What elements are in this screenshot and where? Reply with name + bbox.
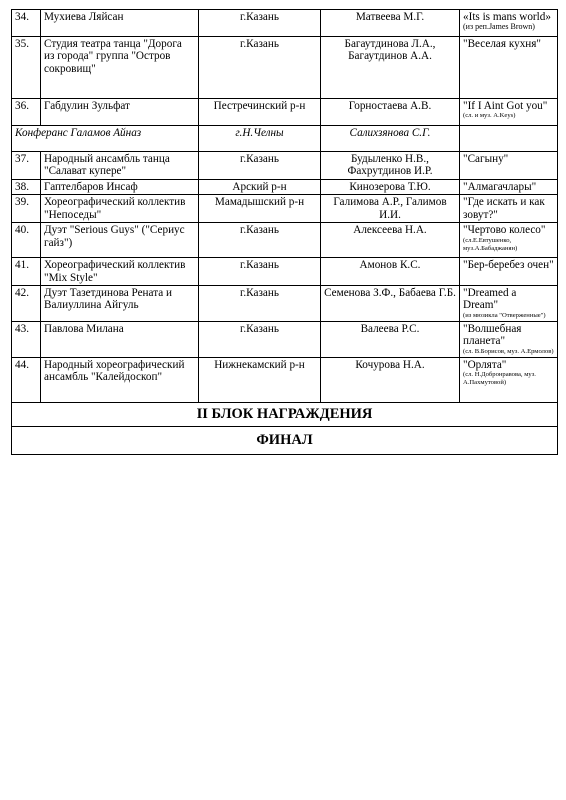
song-title: "Где искать и как зовут?" bbox=[463, 196, 545, 221]
table-row bbox=[12, 179, 558, 194]
row-number: 39. bbox=[12, 195, 41, 223]
row-number: 35. bbox=[12, 37, 41, 99]
host-empty-cell bbox=[460, 126, 558, 152]
row-number: 36. bbox=[12, 99, 41, 126]
performance-cell bbox=[460, 152, 558, 180]
participant-name: Дуэт Тазетдинова Рената и Валиуллина Айгуль bbox=[41, 286, 199, 322]
participant-city: г.Казань bbox=[199, 152, 321, 180]
participant-name: Габдулин Зульфат bbox=[41, 99, 199, 126]
row-number: 41. bbox=[12, 258, 41, 286]
participant-city: Арский р-н bbox=[199, 179, 321, 194]
participant-city: г.Казань bbox=[199, 322, 321, 358]
participant-name: Мухиева Ляйсан bbox=[41, 10, 199, 37]
participant-name: Народный хореографический ансамбль "Калейдоскоп" bbox=[41, 357, 199, 402]
table-row bbox=[12, 10, 558, 37]
row-number: 44. bbox=[12, 357, 41, 402]
song-note: (из мюзикла "Отверженные") bbox=[463, 311, 546, 319]
participant-name: Дуэт "Serious Guys" ("Сериус гайз") bbox=[41, 223, 199, 258]
song-title: "Сагыну" bbox=[463, 153, 509, 165]
song-title: "Веселая кухня" bbox=[463, 38, 541, 50]
participant-city: г.Казань bbox=[199, 286, 321, 322]
performance-cell bbox=[460, 37, 558, 99]
row-number: 34. bbox=[12, 10, 41, 37]
row-number: 43. bbox=[12, 322, 41, 358]
song-title: "Орлята" bbox=[463, 358, 507, 371]
participant-leader: Матвеева М.Г. bbox=[321, 10, 460, 37]
song-note: (сл. Н.Добронравова, муз. А.Пахмутовой) bbox=[463, 371, 536, 387]
row-number: 42. bbox=[12, 286, 41, 322]
participant-name: Гаптелбаров Инсаф bbox=[41, 179, 199, 194]
performance-cell bbox=[460, 322, 558, 358]
participant-name: Народный ансамбль танца "Салават купере" bbox=[41, 152, 199, 180]
awards-block-title: II БЛОК НАГРАЖДЕНИЯ bbox=[12, 402, 558, 426]
song-note: (сл. В.Борисов, муз. А.Ермолов) bbox=[463, 347, 554, 355]
performance-cell bbox=[460, 223, 558, 258]
song-title: "Чертово колесо" bbox=[463, 224, 546, 237]
final-title: ФИНАЛ bbox=[12, 426, 558, 454]
performance-cell bbox=[460, 99, 558, 126]
song-note: (сл. и муз. A.Keys) bbox=[463, 112, 516, 120]
song-title: "Бер-беребез очен" bbox=[463, 259, 554, 272]
song-title: "Алмагачлары" bbox=[463, 180, 537, 193]
awards-block-row bbox=[12, 402, 558, 426]
participant-leader: Горностаева А.В. bbox=[321, 99, 460, 126]
participant-leader: Кинозерова Т.Ю. bbox=[321, 179, 460, 194]
song-title: "Dreamed a Dream" bbox=[463, 287, 517, 312]
song-title: "Волшебная планета" bbox=[463, 323, 522, 348]
participant-leader: Кочурова Н.А. bbox=[321, 357, 460, 402]
song-note: (из реп.James Brown) bbox=[463, 22, 535, 32]
host-label: Конферанс Галамов Айназ bbox=[12, 126, 199, 152]
program-table bbox=[11, 9, 558, 455]
performance-cell bbox=[460, 258, 558, 286]
table-row bbox=[12, 357, 558, 402]
performance-cell bbox=[460, 10, 558, 37]
participant-leader: Будыленко Н.В., Фахрутдинов И.Р. bbox=[321, 152, 460, 180]
song-title: «Its is mans world» bbox=[463, 11, 551, 23]
participant-leader: Валеева Р.С. bbox=[321, 322, 460, 358]
host-row bbox=[12, 126, 558, 152]
participant-leader: Семенова З.Ф., Бабаева Г.Б. bbox=[321, 286, 460, 322]
program-sheet bbox=[11, 9, 557, 455]
participant-leader: Алексеева Н.А. bbox=[321, 223, 460, 258]
participant-city: г.Казань bbox=[199, 223, 321, 258]
participant-city: г.Казань bbox=[199, 10, 321, 37]
participant-city: г.Казань bbox=[199, 37, 321, 99]
song-title: "If I Aint Got you" bbox=[463, 100, 548, 112]
table-row bbox=[12, 99, 558, 126]
participant-leader: Галимова А.Р., Галимов И.И. bbox=[321, 195, 460, 223]
table-row bbox=[12, 223, 558, 258]
participant-city: г.Казань bbox=[199, 258, 321, 286]
participant-name: Студия театра танца "Дорога из города" группа "Остров сокровищ" bbox=[41, 37, 199, 99]
table-row bbox=[12, 258, 558, 286]
participant-leader: Амонов К.С. bbox=[321, 258, 460, 286]
participant-city: Нижнекамский р-н bbox=[199, 357, 321, 402]
participant-leader: Багаутдинова Л.А., Багаутдинов А.А. bbox=[321, 37, 460, 99]
table-row bbox=[12, 322, 558, 358]
participant-city: Пестречинский р-н bbox=[199, 99, 321, 126]
participant-name: Хореографический коллектив "Mix Style" bbox=[41, 258, 199, 286]
performance-cell bbox=[460, 179, 558, 194]
row-number: 37. bbox=[12, 152, 41, 180]
table-row bbox=[12, 37, 558, 99]
song-note: (сл.Е.Евтушенко, муз.А.Бабаджанян) bbox=[463, 236, 518, 252]
host-city: г.Н.Челны bbox=[199, 126, 321, 152]
host-leader: Салихзянова С.Г. bbox=[321, 126, 460, 152]
participant-name: Павлова Милана bbox=[41, 322, 199, 358]
row-number: 40. bbox=[12, 223, 41, 258]
table-row bbox=[12, 152, 558, 180]
participant-city: Мамадышский р-н bbox=[199, 195, 321, 223]
performance-cell bbox=[460, 286, 558, 322]
participant-name: Хореографический коллектив "Непоседы" bbox=[41, 195, 199, 223]
final-row bbox=[12, 426, 558, 454]
performance-cell bbox=[460, 357, 558, 402]
table-row bbox=[12, 195, 558, 223]
performance-cell bbox=[460, 195, 558, 223]
table-row bbox=[12, 286, 558, 322]
row-number: 38. bbox=[12, 179, 41, 194]
